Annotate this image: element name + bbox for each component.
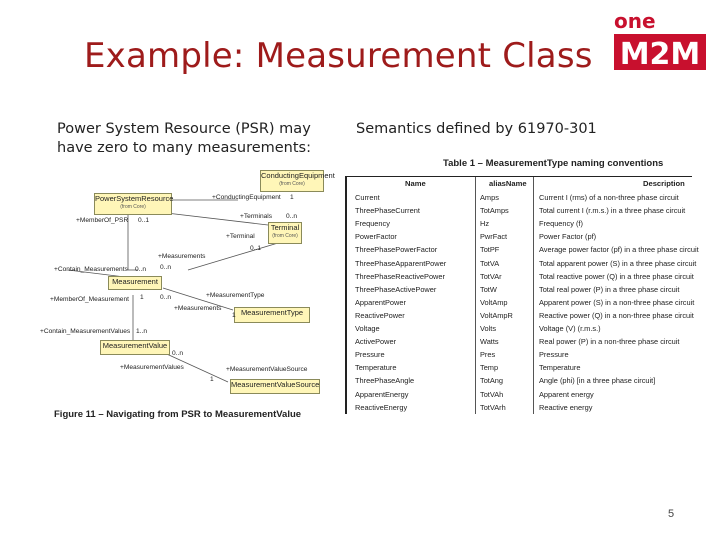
table-cell-name: Temperature (355, 363, 397, 373)
table-cell-alias: Hz (480, 219, 490, 229)
table-row (347, 205, 692, 218)
multiplicity-label: 0..n (286, 213, 297, 220)
table-cell-alias: TotAng (480, 376, 504, 386)
table-cell-alias: Amps (480, 193, 499, 202)
table-cell-description: Pressure (539, 350, 569, 360)
table-row (347, 271, 692, 284)
table-row (347, 375, 692, 388)
page-number: 5 (668, 508, 675, 520)
table-cell-name: ApparentEnergy (355, 389, 409, 399)
table-cell-alias: TotW (480, 284, 497, 294)
psr-description: Power System Resource (PSR) may have zero to many measurements: (57, 121, 311, 156)
multiplicity-label: 1..n (136, 328, 147, 335)
semantics-description: Semantics defined by 61970-301 (356, 121, 597, 137)
table-cell-name: ThreePhaseReactivePower (355, 271, 445, 281)
table-cell-name: ApparentPower (355, 297, 406, 307)
table-cell-name: Pressure (355, 350, 385, 360)
multiplicity-label: 1 (210, 376, 214, 383)
table-cell-description: Total real power (P) in a three phase circuit (539, 284, 680, 294)
table-cell-alias: VoltAmp (480, 297, 508, 307)
role-label: +MemberOf_PSR (76, 217, 129, 224)
role-label: +Terminals (240, 213, 273, 220)
table-cell-alias: TotVAh (480, 389, 504, 399)
table-cell-name: ThreePhaseActivePower (355, 284, 437, 294)
class-measurement-type: MeasurementType (234, 307, 310, 323)
slide-title: Example: Measurement Class (84, 36, 593, 76)
class-measurement-value: MeasurementValue (100, 340, 170, 355)
role-label: +MeasurementValues (120, 364, 184, 371)
table-cell-description: Apparent energy (539, 389, 594, 399)
table-cell-alias: PwrFact (480, 232, 508, 242)
multiplicity-label: 0..n (160, 294, 171, 301)
table-body (345, 176, 699, 414)
table-cell-description: Total current I (r.m.s.) in a three phase circuit (539, 206, 686, 216)
table-cell-description: Real power (P) in a non-three phase circuit (539, 337, 680, 347)
table-cell-name: ThreePhaseCurrent (355, 206, 420, 216)
role-label: +Terminal (226, 233, 255, 240)
class-measurement-value-source: MeasurementValueSource (230, 379, 320, 394)
role-label: +MeasurementType (206, 292, 265, 299)
table-row (347, 284, 692, 297)
logo-top-text: one (614, 10, 656, 33)
table-cell-alias: Watts (480, 337, 499, 347)
multiplicity-label: 0..n (160, 264, 171, 271)
role-label: +Measurements (174, 305, 222, 312)
table-cell-description: Reactive energy (539, 402, 593, 412)
table-row (347, 402, 692, 415)
onem2m-logo (612, 10, 708, 72)
table-row (347, 323, 692, 336)
table-cell-description: Power Factor (pf) (539, 232, 597, 242)
table-cell-alias: TotPF (480, 245, 500, 255)
table-row (347, 258, 697, 271)
table-cell-alias: TotVArh (480, 402, 506, 412)
table-row (347, 297, 695, 310)
table-cell-name: Frequency (355, 219, 390, 229)
role-label: +Contain_MeasurementValues (40, 328, 131, 335)
table-cell-description: Total apparent power (S) in a three phase circuit (539, 258, 697, 268)
table-cell-description: Apparent power (S) in a non-three phase circuit (539, 297, 695, 307)
table-cell-alias: Volts (480, 324, 497, 333)
column-header-alias-name: aliasName (489, 179, 527, 188)
table-caption: Table 1 – MeasurementType naming conventions (443, 158, 664, 169)
multiplicity-label: 0..n (135, 266, 146, 273)
table-cell-alias: TotVA (480, 258, 500, 268)
multiplicity-label: 1 (140, 294, 144, 301)
role-label: +ConductingEquipment (212, 194, 281, 201)
uml-diagram (38, 160, 348, 422)
table-row (347, 349, 692, 362)
table-row (347, 218, 692, 231)
table-cell-name: PowerFactor (355, 232, 397, 242)
multiplicity-label: 0..n (172, 350, 183, 357)
class-conducting-equipment: ConductingEquipment (from Core) (260, 170, 324, 192)
table-cell-name: ReactiveEnergy (355, 402, 408, 412)
table-row (347, 244, 699, 257)
table-cell-name: Current (355, 193, 380, 202)
multiplicity-label: 1 (232, 312, 236, 319)
column-header-description: Description (643, 179, 685, 188)
table-cell-alias: TotAmps (480, 206, 509, 216)
table-row (347, 231, 692, 244)
table-cell-name: ReactivePower (355, 310, 405, 320)
column-header-name: Name (405, 179, 426, 188)
table-cell-name: ActivePower (355, 337, 397, 347)
table-cell-name: ThreePhasePowerFactor (355, 245, 438, 255)
table-cell-description: Frequency (f) (539, 219, 583, 229)
multiplicity-label: 0..1 (250, 245, 261, 252)
table-row (347, 362, 692, 375)
table-cell-description: Current I (rms) of a non-three phase circuit (539, 193, 679, 202)
table-cell-description: Reactive power (Q) in a non-three phase circuit (539, 310, 694, 320)
table-row (347, 389, 692, 402)
table-cell-alias: Temp (480, 363, 499, 373)
table-cell-description: Total reactive power (Q) in a three phase circuit (539, 271, 694, 281)
role-label: +Measurements (158, 253, 206, 260)
table-cell-name: Voltage (355, 324, 380, 333)
table-cell-alias: Pres (480, 350, 496, 360)
table-cell-description: Angle (phi) [in a three phase circuit] (539, 376, 656, 386)
role-label: +Contain_Measurements (54, 266, 128, 273)
class-terminal: Terminal (from Core) (268, 222, 302, 244)
table-cell-alias: VoltAmpR (480, 310, 513, 320)
role-label: +MemberOf_Measurement (50, 296, 129, 303)
table-cell-description: Temperature (539, 363, 581, 373)
table-cell-description: Voltage (V) (r.m.s.) (539, 324, 601, 333)
table-cell-description: Average power factor (pf) in a three phase circuit (539, 245, 699, 255)
logo-bottom-text: M2M (619, 37, 701, 72)
multiplicity-label: 0..1 (138, 217, 149, 224)
table-row (347, 336, 692, 349)
table-cell-name: ThreePhaseApparentPower (355, 258, 447, 268)
class-power-system-resource: PowerSystemResource (from Core) (94, 193, 172, 215)
table-cell-alias: TotVAr (480, 271, 502, 281)
table-cell-name: ThreePhaseAngle (355, 376, 415, 386)
table-row (347, 310, 692, 323)
figure-caption: Figure 11 – Navigating from PSR to MeasurementValue (54, 409, 302, 420)
measurement-type-table (345, 158, 699, 413)
table-row (347, 192, 692, 205)
role-label: +MeasurementValueSource (226, 366, 308, 373)
multiplicity-label: 1 (290, 194, 294, 201)
class-measurement: Measurement (108, 276, 162, 290)
